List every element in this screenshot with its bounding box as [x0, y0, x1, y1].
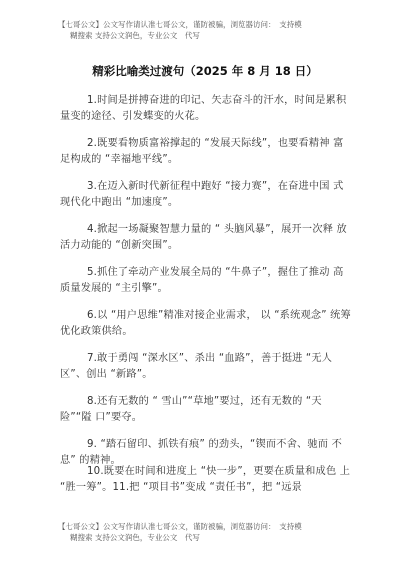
paragraph-5: 5.抓住了牵动产业发展全局的 “牛鼻子”，握住了推动 高质量发展的 “主引擎”。 [60, 267, 344, 294]
paragraph-6: 6.以 “用户思维”精准对接企业需求， 以 “系统观念” 统筹优化政策供给。 [60, 310, 351, 337]
paragraph-1: 1.时间是拼搏奋进的印记、矢志奋斗的汗水，时间是累积量变的途径、引发蝶变的火花。 [60, 95, 347, 122]
paragraph-10: 10.既要在时间和进度上 “快一步”，更要在质量和成色 上 “胜一筹”。11.把 “项目书”变成 “责任书”，把 “远景 [60, 466, 351, 493]
paragraph-4: 4.掀起一场凝聚智慧力量的 “ 头脑风暴”，展开一次释 放活力动能的 “创新突围”。 [60, 224, 347, 251]
paragraph-8: 8.还有无数的 “ 雪山”“草地”要过，还有无数的 “天 险”“隘 口”要夺。 [60, 396, 322, 423]
paragraph-3: 3.在迈入新时代新征程中跑好 “接力赛”，在奋进中国 式现代化中跑出 “加速度”。 [60, 181, 344, 208]
header-line-1: 【七哥公文】公文写作请认准七哥公文，谨防被骗，浏览器访问： 支持模 [58, 20, 302, 29]
page-header-watermark [58, 19, 358, 41]
footer-line-2: 糊搜索 支持公文润色，专业公文 代写 [70, 533, 200, 542]
footer-line-1: 【七哥公文】公文写作请认准七哥公文，谨防被骗，浏览器访问： 支持模 [58, 522, 302, 531]
document-title: 精彩比喻类过渡句（2025 年 8 月 18 日） [92, 64, 318, 78]
paragraph-7: 7.敢于勇闯 “深水区”、杀出 “血路”，善于挺进 “无人 区”、创出 “新路”。 [60, 353, 333, 380]
page-footer-watermark [58, 521, 358, 543]
paragraph-2: 2.既要看物质富裕撑起的 “发展天际线”，也要看精神 富足构成的 “幸福地平线”。 [60, 138, 344, 165]
paragraph-9: 9. “踏石留印、抓铁有痕” 的劲头，“锲而不舍、驰而 不息” 的精神。 [60, 439, 343, 466]
header-line-2: 糊搜索 支持公文润色，专业公文 代写 [70, 31, 200, 40]
